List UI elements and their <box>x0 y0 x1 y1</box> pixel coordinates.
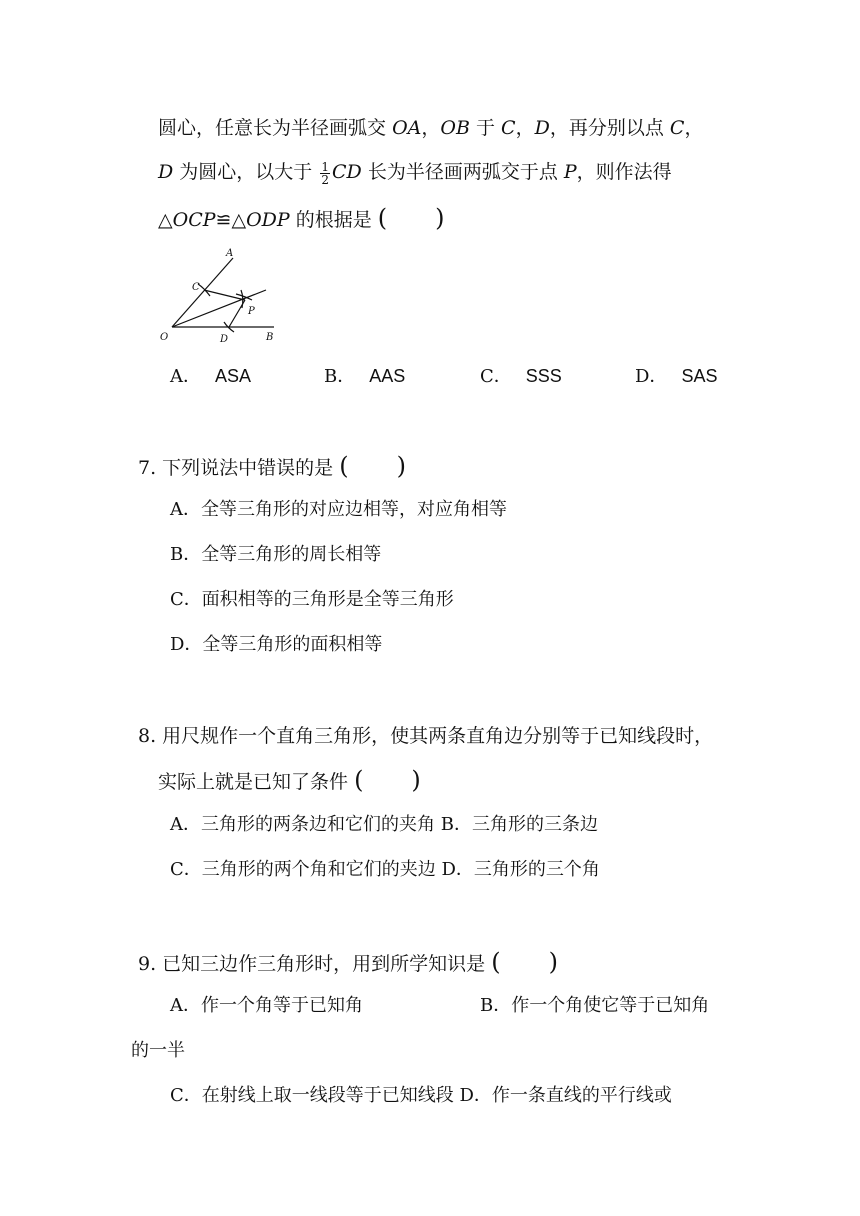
q7-option-c[interactable]: C．面积相等的三角形是全等三角形 <box>170 589 454 610</box>
segment-ob: OB <box>440 117 470 139</box>
answer-blank: ( ) <box>354 766 421 794</box>
answer-blank: ( ) <box>377 204 445 232</box>
q6-line-1: 圆心，任意长为半径画弧交 OA，OB 于 C，D，再分别以点 C， <box>158 117 704 139</box>
fraction-half: $\frac{1}{2}$ <box>321 159 329 187</box>
q6-option-a[interactable]: A． ASA <box>170 366 252 387</box>
label-p: P <box>248 306 255 317</box>
segment-oa: OA <box>392 117 422 139</box>
label-d: D <box>220 334 229 345</box>
angle-bisector-figure <box>158 244 280 346</box>
label-c: C <box>192 282 200 293</box>
answer-blank: ( ) <box>491 948 558 976</box>
label-a: A <box>226 248 234 259</box>
label-o: O <box>160 332 169 343</box>
point-p: P <box>563 161 577 183</box>
q8-stem: 8. 用尺规作一个直角三角形，使其两条直角边分别等于已知线段时， <box>138 725 714 747</box>
q7-option-a[interactable]: A．全等三角形的对应边相等，对应角相等 <box>170 499 507 520</box>
q8-stem-2: 实际上就是已知了条件 ( ) <box>158 766 421 794</box>
segment-cd: CD <box>331 161 362 183</box>
q9-option-b-continued: 的一半 <box>131 1040 185 1061</box>
point-d-2: D <box>158 161 174 183</box>
q6-option-b[interactable]: B． AAS <box>324 366 406 387</box>
q7-option-b[interactable]: B．全等三角形的周长相等 <box>170 544 382 565</box>
q8-options-row-2[interactable]: C．三角形的两个角和它们的夹边 D．三角形的三个角 <box>170 859 600 880</box>
q7-option-d[interactable]: D．全等三角形的面积相等 <box>170 634 383 655</box>
q6-line-3: △OCP≌△ODP 的根据是 ( ) <box>158 204 445 232</box>
q9-stem: 9. 已知三边作三角形时，用到所学知识是 ( ) <box>138 948 558 976</box>
ray-oa <box>172 258 233 327</box>
point-c: C <box>501 117 516 139</box>
q6-line-2: D 为圆心，以大于 $\frac{1}{2}$ CD 长为半径画两弧交于点 P，则作法得 <box>158 159 672 187</box>
point-c-2: C <box>669 117 685 139</box>
label-b: B <box>266 332 274 343</box>
q6-option-c[interactable]: C． SSS <box>480 366 562 387</box>
q7-stem: 7. 下列说法中错误的是 ( ) <box>138 452 406 480</box>
point-d: D <box>534 117 550 139</box>
q9-option-a[interactable]: A．作一个角等于已知角 <box>170 995 363 1016</box>
q8-options-row-1[interactable]: A．三角形的两条边和它们的夹角 B．三角形的三条边 <box>170 814 598 835</box>
answer-blank: ( ) <box>339 452 406 480</box>
q9-options-row-2[interactable]: C．在射线上取一线段等于已知线段 D．作一条直线的平行线或 <box>170 1085 672 1106</box>
q9-option-b[interactable]: B．作一个角使它等于已知角 <box>480 995 710 1016</box>
q6-option-d[interactable]: D． SAS <box>635 366 718 387</box>
